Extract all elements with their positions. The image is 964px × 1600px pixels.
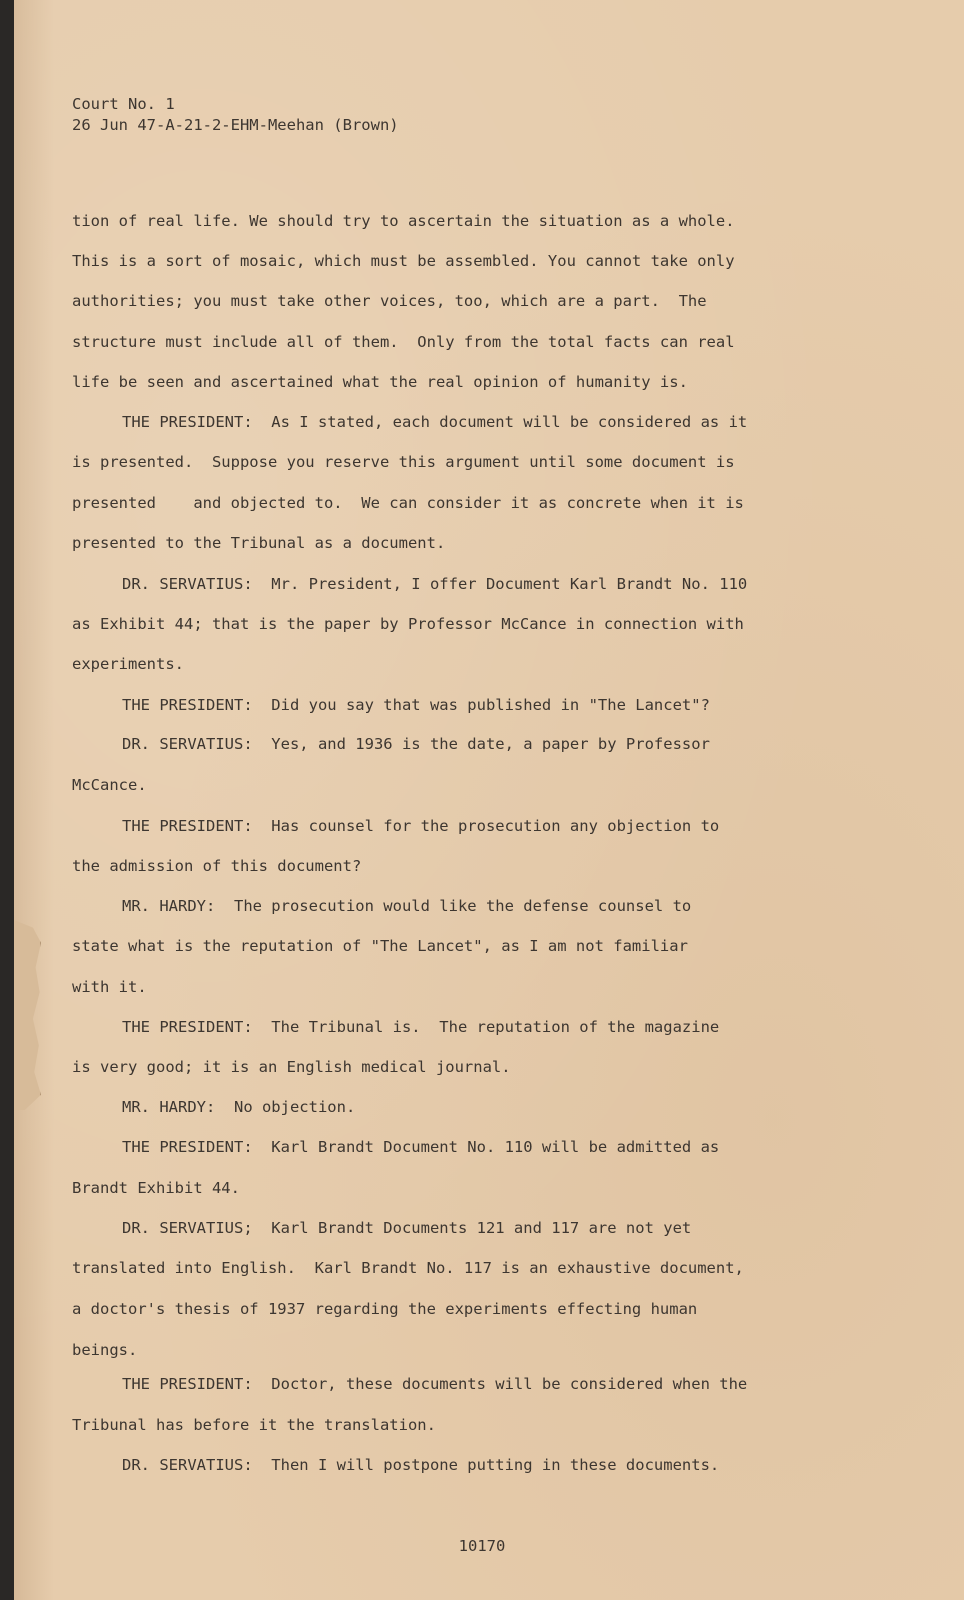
transcript-line: translated into English. Karl Brandt No. 117 is an exhaustive document, (72, 1259, 744, 1277)
document-page (14, 0, 964, 1600)
transcript-line: Brandt Exhibit 44. (72, 1179, 240, 1197)
transcript-line: THE PRESIDENT: Has counsel for the prosecution any objection to (122, 817, 720, 835)
transcript-line: DR. SERVATIUS: Yes, and 1936 is the date, a paper by Professor (122, 735, 710, 753)
page-number: 10170 (458, 1537, 506, 1555)
transcript-line: MR. HARDY: The prosecution would like the defense counsel to (122, 897, 692, 915)
transcript-line: THE PRESIDENT: Karl Brandt Document No. 110 will be admitted as (122, 1138, 720, 1156)
transcript-line: life be seen and ascertained what the real opinion of humanity is. (72, 373, 688, 391)
transcript-line: state what is the reputation of "The Lancet", as I am not familiar (72, 937, 688, 955)
transcript-line: This is a sort of mosaic, which must be assembled. You cannot take only (72, 252, 735, 270)
transcript-line: DR. SERVATIUS: Mr. President, I offer Document Karl Brandt No. 110 (122, 575, 748, 593)
transcript-line: Tribunal has before it the translation. (72, 1416, 436, 1434)
transcript-line: is presented. Suppose you reserve this argument until some document is (72, 453, 735, 471)
transcript-line: experiments. (72, 655, 184, 673)
transcript-line: presented and objected to. We can consider it as concrete when it is (72, 494, 744, 512)
transcript-line: is very good; it is an English medical journal. (72, 1058, 511, 1076)
transcript-line: as Exhibit 44; that is the paper by Professor McCance in connection with (72, 615, 744, 633)
torn-paper-edge (14, 920, 41, 1110)
transcript-line: McCance. (72, 776, 147, 794)
transcript-line: presented to the Tribunal as a document. (72, 534, 446, 552)
transcript-line: the admission of this document? (72, 857, 362, 875)
session-reference: 26 Jun 47-A-21-2-EHM-Meehan (Brown) (72, 116, 399, 134)
transcript-line: THE PRESIDENT: Did you say that was published in "The Lancet"? (122, 696, 710, 714)
transcript-line: DR. SERVATIUS; Karl Brandt Documents 121 and 117 are not yet (122, 1219, 692, 1237)
transcript-line: tion of real life. We should try to ascertain the situation as a whole. (72, 212, 735, 230)
transcript-line: a doctor's thesis of 1937 regarding the experiments effecting human (72, 1300, 698, 1318)
transcript-line: MR. HARDY: No objection. (122, 1098, 356, 1116)
transcript-line: structure must include all of them. Only from the total facts can real (72, 333, 735, 351)
transcript-line: beings. (72, 1341, 138, 1359)
transcript-line: THE PRESIDENT: Doctor, these documents will be considered when the (122, 1375, 748, 1393)
transcript-line: THE PRESIDENT: As I stated, each document will be considered as it (122, 413, 748, 431)
transcript-line: authorities; you must take other voices, too, which are a part. The (72, 292, 707, 310)
transcript-line: THE PRESIDENT: The Tribunal is. The reputation of the magazine (122, 1018, 720, 1036)
court-number: Court No. 1 (72, 95, 175, 113)
document-header (72, 94, 399, 136)
transcript-line: with it. (72, 978, 147, 996)
transcript-line: DR. SERVATIUS: Then I will postpone putting in these documents. (122, 1456, 720, 1474)
